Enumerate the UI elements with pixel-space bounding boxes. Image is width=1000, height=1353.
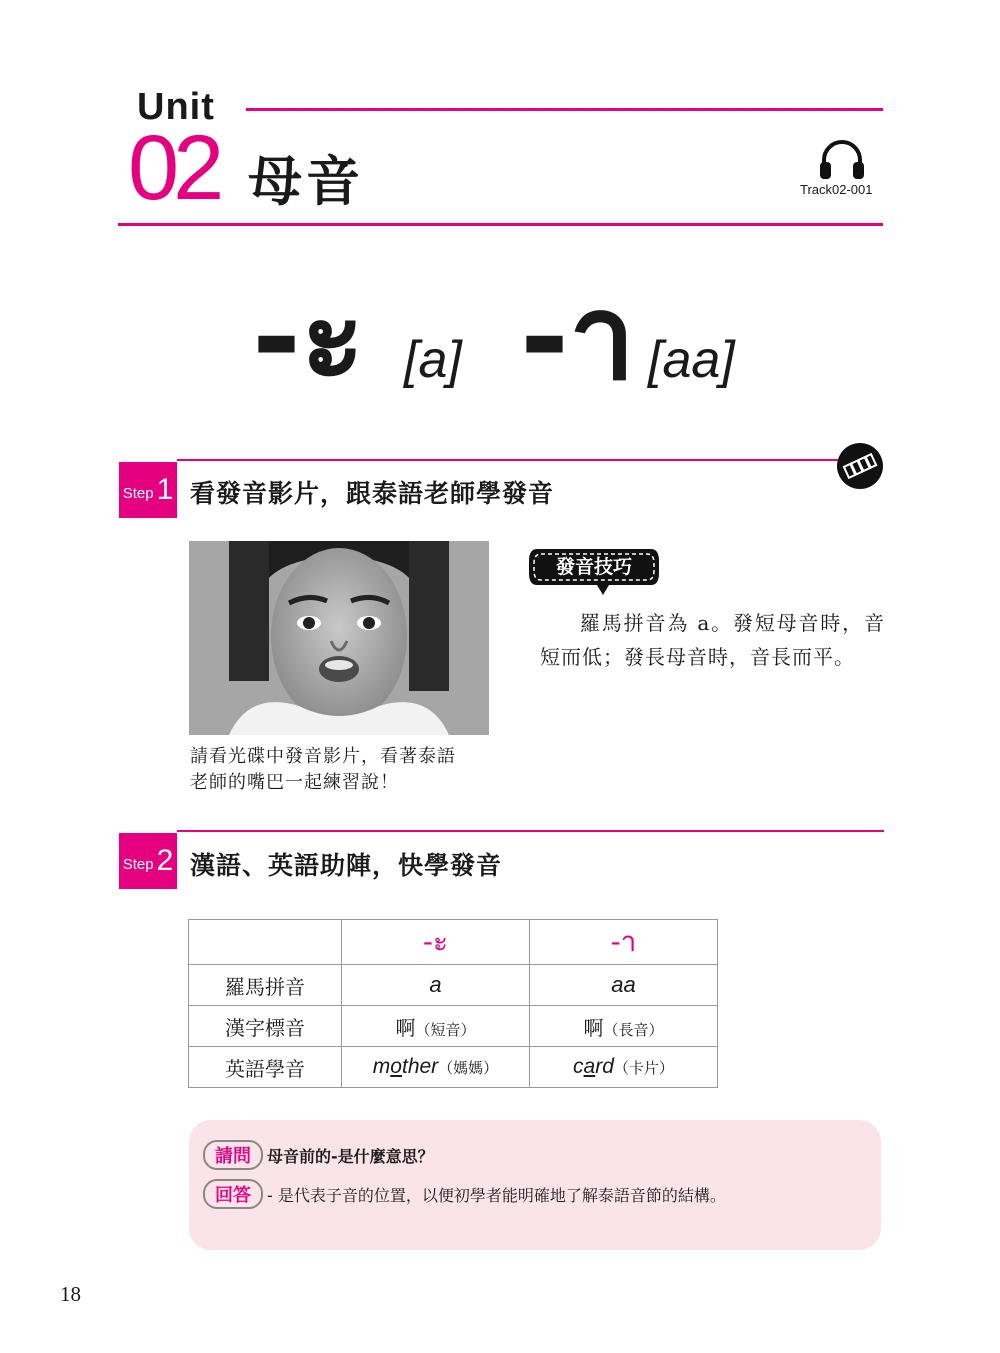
tip-label-bubble [527,541,661,597]
table-row [189,965,718,1006]
answer-tag: 回答 [203,1179,263,1209]
answer-text: - 是代表子音的位置，以便初學者能明確地了解泰語音節的結構。 [267,1186,726,1205]
hanzi-long-note: （長音） [603,1020,664,1039]
pronunciation-photo [189,541,489,735]
step-word: Step [122,484,154,502]
track-label: Track02-001 [800,182,873,197]
step-1-badge [119,462,177,518]
ask-tag: 請問 [203,1140,263,1170]
row-label: 漢字標音 [189,1006,342,1047]
english-short-word: mother [372,1055,439,1078]
english-long-cell [530,1047,718,1088]
table-head-short: -ะ [342,920,530,965]
english-long-word: card [573,1055,614,1078]
unit-label: Unit [137,86,215,128]
roman-long: aa [530,965,718,1006]
page-title: 母音 [248,150,364,213]
unit-number: 02 [128,117,219,219]
film-reel-icon[interactable] [836,442,884,490]
pronunciation-table [188,919,718,1088]
header-rule-bottom [118,223,883,226]
table-header-row [189,920,718,965]
ask-text: 母音前的-是什麼意思？ [267,1147,434,1166]
step-1-rule [177,459,857,461]
english-long-note: （卡片） [613,1059,674,1077]
photo-caption-line-1: 請看光碟中發音影片，看著泰語 [190,746,456,767]
hanzi-short-cell [342,1006,530,1047]
short-vowel-roman: [a] [404,331,462,389]
hanzi-long-cell [530,1006,718,1047]
step-2-rule [177,830,884,832]
row-label: 英語學音 [189,1047,342,1088]
hanzi-short-note: （短音） [415,1020,476,1039]
table-corner-cell [189,920,342,965]
hanzi-short: 啊 [395,1015,416,1040]
step-number: 1 [156,473,174,506]
row-label: 羅馬拼音 [189,965,342,1006]
english-short-note: （媽媽） [438,1059,499,1077]
step-2-badge [119,833,177,889]
headphones-icon[interactable] [818,138,866,180]
table-head-long: -า [530,920,718,965]
english-short-cell [342,1047,530,1088]
table-row [189,1047,718,1088]
step-word: Step [122,855,154,873]
tip-text: 羅馬拼音為 a。發短母音時，音短而低；發長母音時，音長而平。 [540,611,885,669]
vowel-display [252,270,772,420]
photo-caption [190,744,510,796]
tip-label: 發音技巧 [555,556,633,578]
hanzi-long: 啊 [583,1015,604,1040]
step-number: 2 [156,844,174,877]
long-vowel-roman: [aa] [648,331,735,389]
step-2-title: 漢語、英語助陣，快學發音 [190,851,503,880]
long-vowel-thai: -า [520,268,636,406]
step-1-title: 看發音影片，跟泰語老師學發音 [190,479,555,508]
short-vowel-thai: -ะ [252,268,365,406]
header-rule-top [246,108,883,111]
qa-box [189,1120,881,1250]
table-row [189,1006,718,1047]
roman-short: a [342,965,530,1006]
photo-caption-line-2: 老師的嘴巴一起練習說！ [190,772,399,793]
page-number: 18 [60,1282,81,1306]
